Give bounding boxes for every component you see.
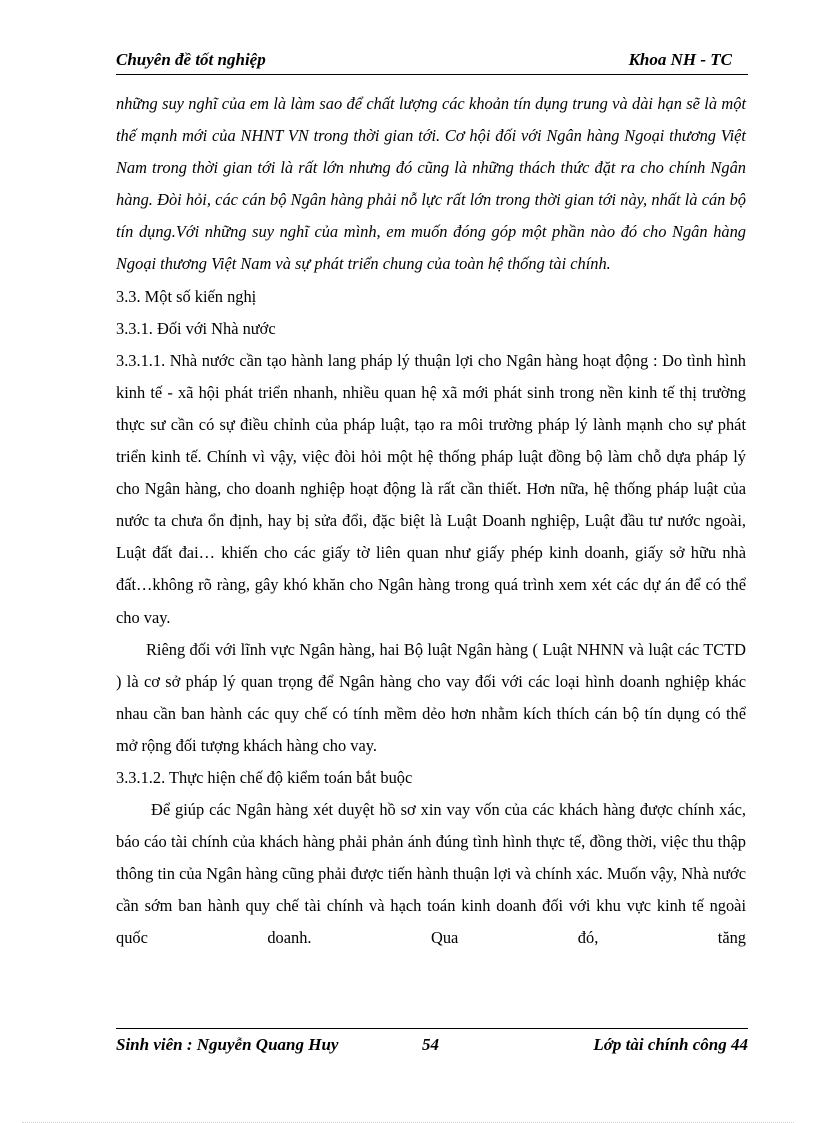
header-department: Khoa NH - TC [628, 50, 732, 69]
page-number: 54 [422, 1035, 439, 1054]
section-heading-3-3-1-2: 3.3.1.2. Thực hiện chế độ kiểm toán bắt buộc [116, 767, 413, 787]
page-footer [116, 1028, 748, 1059]
header-title: Chuyên đề tốt nghiệp [116, 50, 266, 69]
section-heading-3-3-1: 3.3.1. Đối với Nhà nước [116, 318, 276, 338]
paragraph-legal-framework: 3.3.1.1. Nhà nước cần tạo hành lang pháp lý thuận lợi cho Ngân hàng hoạt động : Do tình hình kinh tế - xã hội phát triển nhanh, nhiều quan hệ xã mới phát sinh trong nền kinh tế thị trường thực sư cần có sự điều chỉnh của pháp luật, tạo ra môi trường pháp lý lành mạnh cho sự phát triển kinh tế. Chính vì vậy, việc đòi hỏi một hệ thống pháp luật đồng bộ làm chỗ dựa pháp lý cho Ngân hàng, cho doanh nghiệp hoạt động là rất cần thiết. Hơn nữa, hệ thống pháp luật của nước ta chưa ổn định, hay bị sửa đổi, đặc biệt là Luật Doanh nghiệp, Luật đầu tư nước ngoài, Luật đất đai… khiến cho các giấy tờ liên quan như giấy phép kinh doanh, giấy sở hữu nhà đất…không rõ ràng, gây khó khăn cho Ngân hàng trong quá trình xem xét các dự án để có thể cho vay. [116, 350, 746, 627]
paragraph-audit: Để giúp các Ngân hàng xét duyệt hồ sơ xin vay vốn của các khách hàng được chính xác, báo cáo tài chính của khách hàng phải phản ánh đúng tình hình thực tế, đồng thời, việc thu thập thông tin của Ngân hàng cũng phải được tiến hành thuận lợi và chính xác. Muốn vậy, Nhà nước cần sớm ban hành quy chế tài chính và hạch toán kinh doanh đối với khu vực kinh tế ngoài quốc doanh. Qua đó, tăng [116, 800, 746, 948]
section-heading-3-3: 3.3. Một số kiến nghị [116, 286, 257, 306]
page-header [116, 48, 748, 75]
paragraph-intro: những suy nghĩ của em là làm sao để chất lượng các khoản tín dụng trung và dài hạn sẽ là một thế mạnh mới của NHNT VN trong thời gian tới. Cơ hội đối với Ngân hàng Ngoại thương Việt Nam trong thời gian tới là rất lớn nhưng đó cũng là những thách thức đặt ra cho chính Ngân hàng. Đòi hỏi, các cán bộ Ngân hàng phải nỗ lực rất lớn trong thời gian tới này, nhất là cán bộ tín dụng.Với những suy nghĩ của mình, em muốn đóng góp một phần nào đó cho Ngân hàng Ngoại thương Việt Nam và sự phát triển chung của toàn hệ thống tài chính. [116, 94, 746, 274]
page-body [116, 88, 746, 955]
footer-student: Sinh viên : Nguyễn Quang Huy [116, 1035, 339, 1054]
paragraph-banking-law: Riêng đối với lĩnh vực Ngân hàng, hai Bộ luật Ngân hàng ( Luật NHNN và luật các TCTD ) là cơ sở pháp lý quan trọng để Ngân hàng cho vay đối với các loại hình doanh nghiệp khác nhau cần ban hành các quy chế có tính mềm dẻo hơn nhằm kích thích cán bộ tín dụng có thể mở rộng đối tượng khách hàng cho vay. [116, 639, 746, 755]
footer-class: Lớp tài chính công 44 [593, 1035, 748, 1054]
